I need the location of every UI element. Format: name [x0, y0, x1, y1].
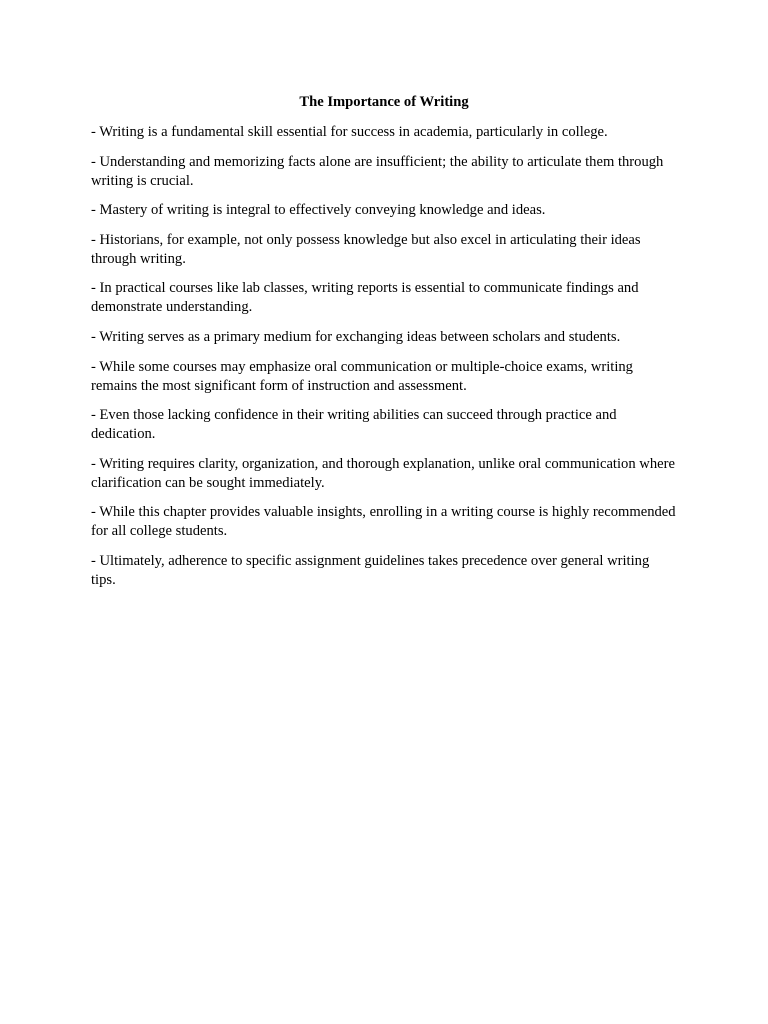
bullet-item: - Ultimately, adherence to specific assignment guidelines takes precedence over general writing tips.: [91, 552, 650, 588]
bullet-item: - Writing is a fundamental skill essential for success in academia, particularly in college.: [91, 124, 608, 140]
bullet-item: - Writing requires clarity, organization, and thorough explanation, unlike oral communication where clarification can be sought immediately.: [91, 455, 675, 491]
bullet-item: - While some courses may emphasize oral communication or multiple-choice exams, writing remains the most significant form of instruction and assessment.: [91, 358, 633, 394]
bullet-item: - Even those lacking confidence in their writing abilities can succeed through practice and dedication.: [91, 407, 617, 443]
bullet-item: - In practical courses like lab classes, writing reports is essential to communicate findings and demonstrate understanding.: [91, 280, 639, 316]
bullet-item: - While this chapter provides valuable insights, enrolling in a writing course is highly recommended for all college students.: [91, 504, 676, 540]
bullet-item: - Historians, for example, not only possess knowledge but also excel in articulating their ideas through writing.: [91, 231, 641, 267]
bullet-list: [91, 123, 677, 590]
document-title: The Importance of Writing: [299, 94, 469, 110]
bullet-item: - Writing serves as a primary medium for exchanging ideas between scholars and students.: [91, 328, 621, 345]
bullet-item: - Mastery of writing is integral to effectively conveying knowledge and ideas.: [91, 202, 546, 219]
bullet-item: - Understanding and memorizing facts alone are insufficient; the ability to articulate them through writing is crucial.: [91, 153, 664, 189]
document-body: [91, 93, 677, 601]
